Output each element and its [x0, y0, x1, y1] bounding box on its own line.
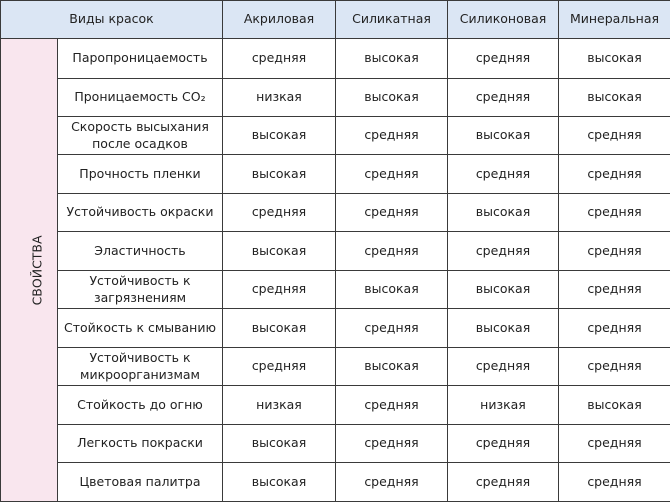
property-value: средняя [448, 347, 559, 385]
property-name: Проницаемость CO₂ [58, 78, 223, 116]
table-row [1, 309, 670, 347]
property-value: средняя [223, 270, 336, 308]
table-row [1, 193, 670, 231]
property-name: Стойкость к смыванию [58, 309, 223, 347]
header-col-mineral: Минеральная [559, 1, 670, 39]
property-name: Устойчивость окраски [58, 193, 223, 231]
table-row [1, 386, 670, 424]
property-value: средняя [559, 155, 670, 193]
property-value: высокая [336, 347, 448, 385]
table-row [1, 424, 670, 462]
property-value: высокая [336, 39, 448, 79]
property-value: средняя [448, 155, 559, 193]
property-value: высокая [336, 270, 448, 308]
table-body [1, 39, 670, 502]
table-row [1, 232, 670, 270]
property-value: средняя [559, 232, 670, 270]
property-value: средняя [223, 193, 336, 231]
property-name: Стойкость до огню [58, 386, 223, 424]
property-value: высокая [559, 78, 670, 116]
property-value: средняя [559, 270, 670, 308]
property-value: средняя [559, 347, 670, 385]
property-value: высокая [223, 232, 336, 270]
property-value: высокая [559, 39, 670, 79]
property-value: средняя [559, 193, 670, 231]
property-value: средняя [336, 155, 448, 193]
property-value: средняя [336, 309, 448, 347]
property-value: высокая [223, 155, 336, 193]
property-value: высокая [448, 309, 559, 347]
property-value: средняя [336, 386, 448, 424]
property-value: высокая [223, 116, 336, 154]
property-name: Устойчивость к загрязнениям [58, 270, 223, 308]
properties-side-label [1, 39, 58, 502]
property-value: средняя [559, 309, 670, 347]
property-value: высокая [559, 386, 670, 424]
table-row [1, 463, 670, 502]
header-paint-types: Виды красок [1, 1, 223, 39]
property-value: средняя [223, 347, 336, 385]
table-row [1, 155, 670, 193]
property-name: Скорость высыхания после осадков [58, 116, 223, 154]
property-name: Паропроницаемость [58, 39, 223, 79]
property-name: Цветовая палитра [58, 463, 223, 502]
property-value: средняя [448, 39, 559, 79]
property-name: Прочность пленки [58, 155, 223, 193]
property-value: средняя [223, 39, 336, 79]
property-value: средняя [336, 463, 448, 502]
property-name: Устойчивость к микроорганизмам [58, 347, 223, 385]
table-row [1, 116, 670, 154]
property-value: средняя [559, 463, 670, 502]
property-value: высокая [223, 424, 336, 462]
property-value: средняя [448, 232, 559, 270]
property-value: средняя [336, 193, 448, 231]
property-value: высокая [448, 116, 559, 154]
header-col-silicate: Силикатная [336, 1, 448, 39]
table-row [1, 270, 670, 308]
property-value: средняя [448, 78, 559, 116]
header-row [1, 1, 670, 39]
property-value: высокая [223, 309, 336, 347]
property-value: низкая [223, 386, 336, 424]
property-value: низкая [448, 386, 559, 424]
property-value: высокая [448, 270, 559, 308]
property-value: средняя [336, 116, 448, 154]
property-value: высокая [223, 463, 336, 502]
property-value: средняя [448, 463, 559, 502]
property-value: средняя [336, 232, 448, 270]
table-row [1, 78, 670, 116]
property-value: высокая [336, 78, 448, 116]
property-value: средняя [559, 424, 670, 462]
property-value: высокая [448, 193, 559, 231]
property-value: средняя [559, 116, 670, 154]
property-value: средняя [336, 424, 448, 462]
table-row [1, 39, 670, 79]
header-col-acrylic: Акриловая [223, 1, 336, 39]
side-label-text: СВОЙСТВА [29, 235, 45, 305]
property-value: низкая [223, 78, 336, 116]
property-value: средняя [448, 424, 559, 462]
header-col-silicone: Силиконовая [448, 1, 559, 39]
property-name: Легкость покраски [58, 424, 223, 462]
property-name: Эластичность [58, 232, 223, 270]
table-row [1, 347, 670, 385]
